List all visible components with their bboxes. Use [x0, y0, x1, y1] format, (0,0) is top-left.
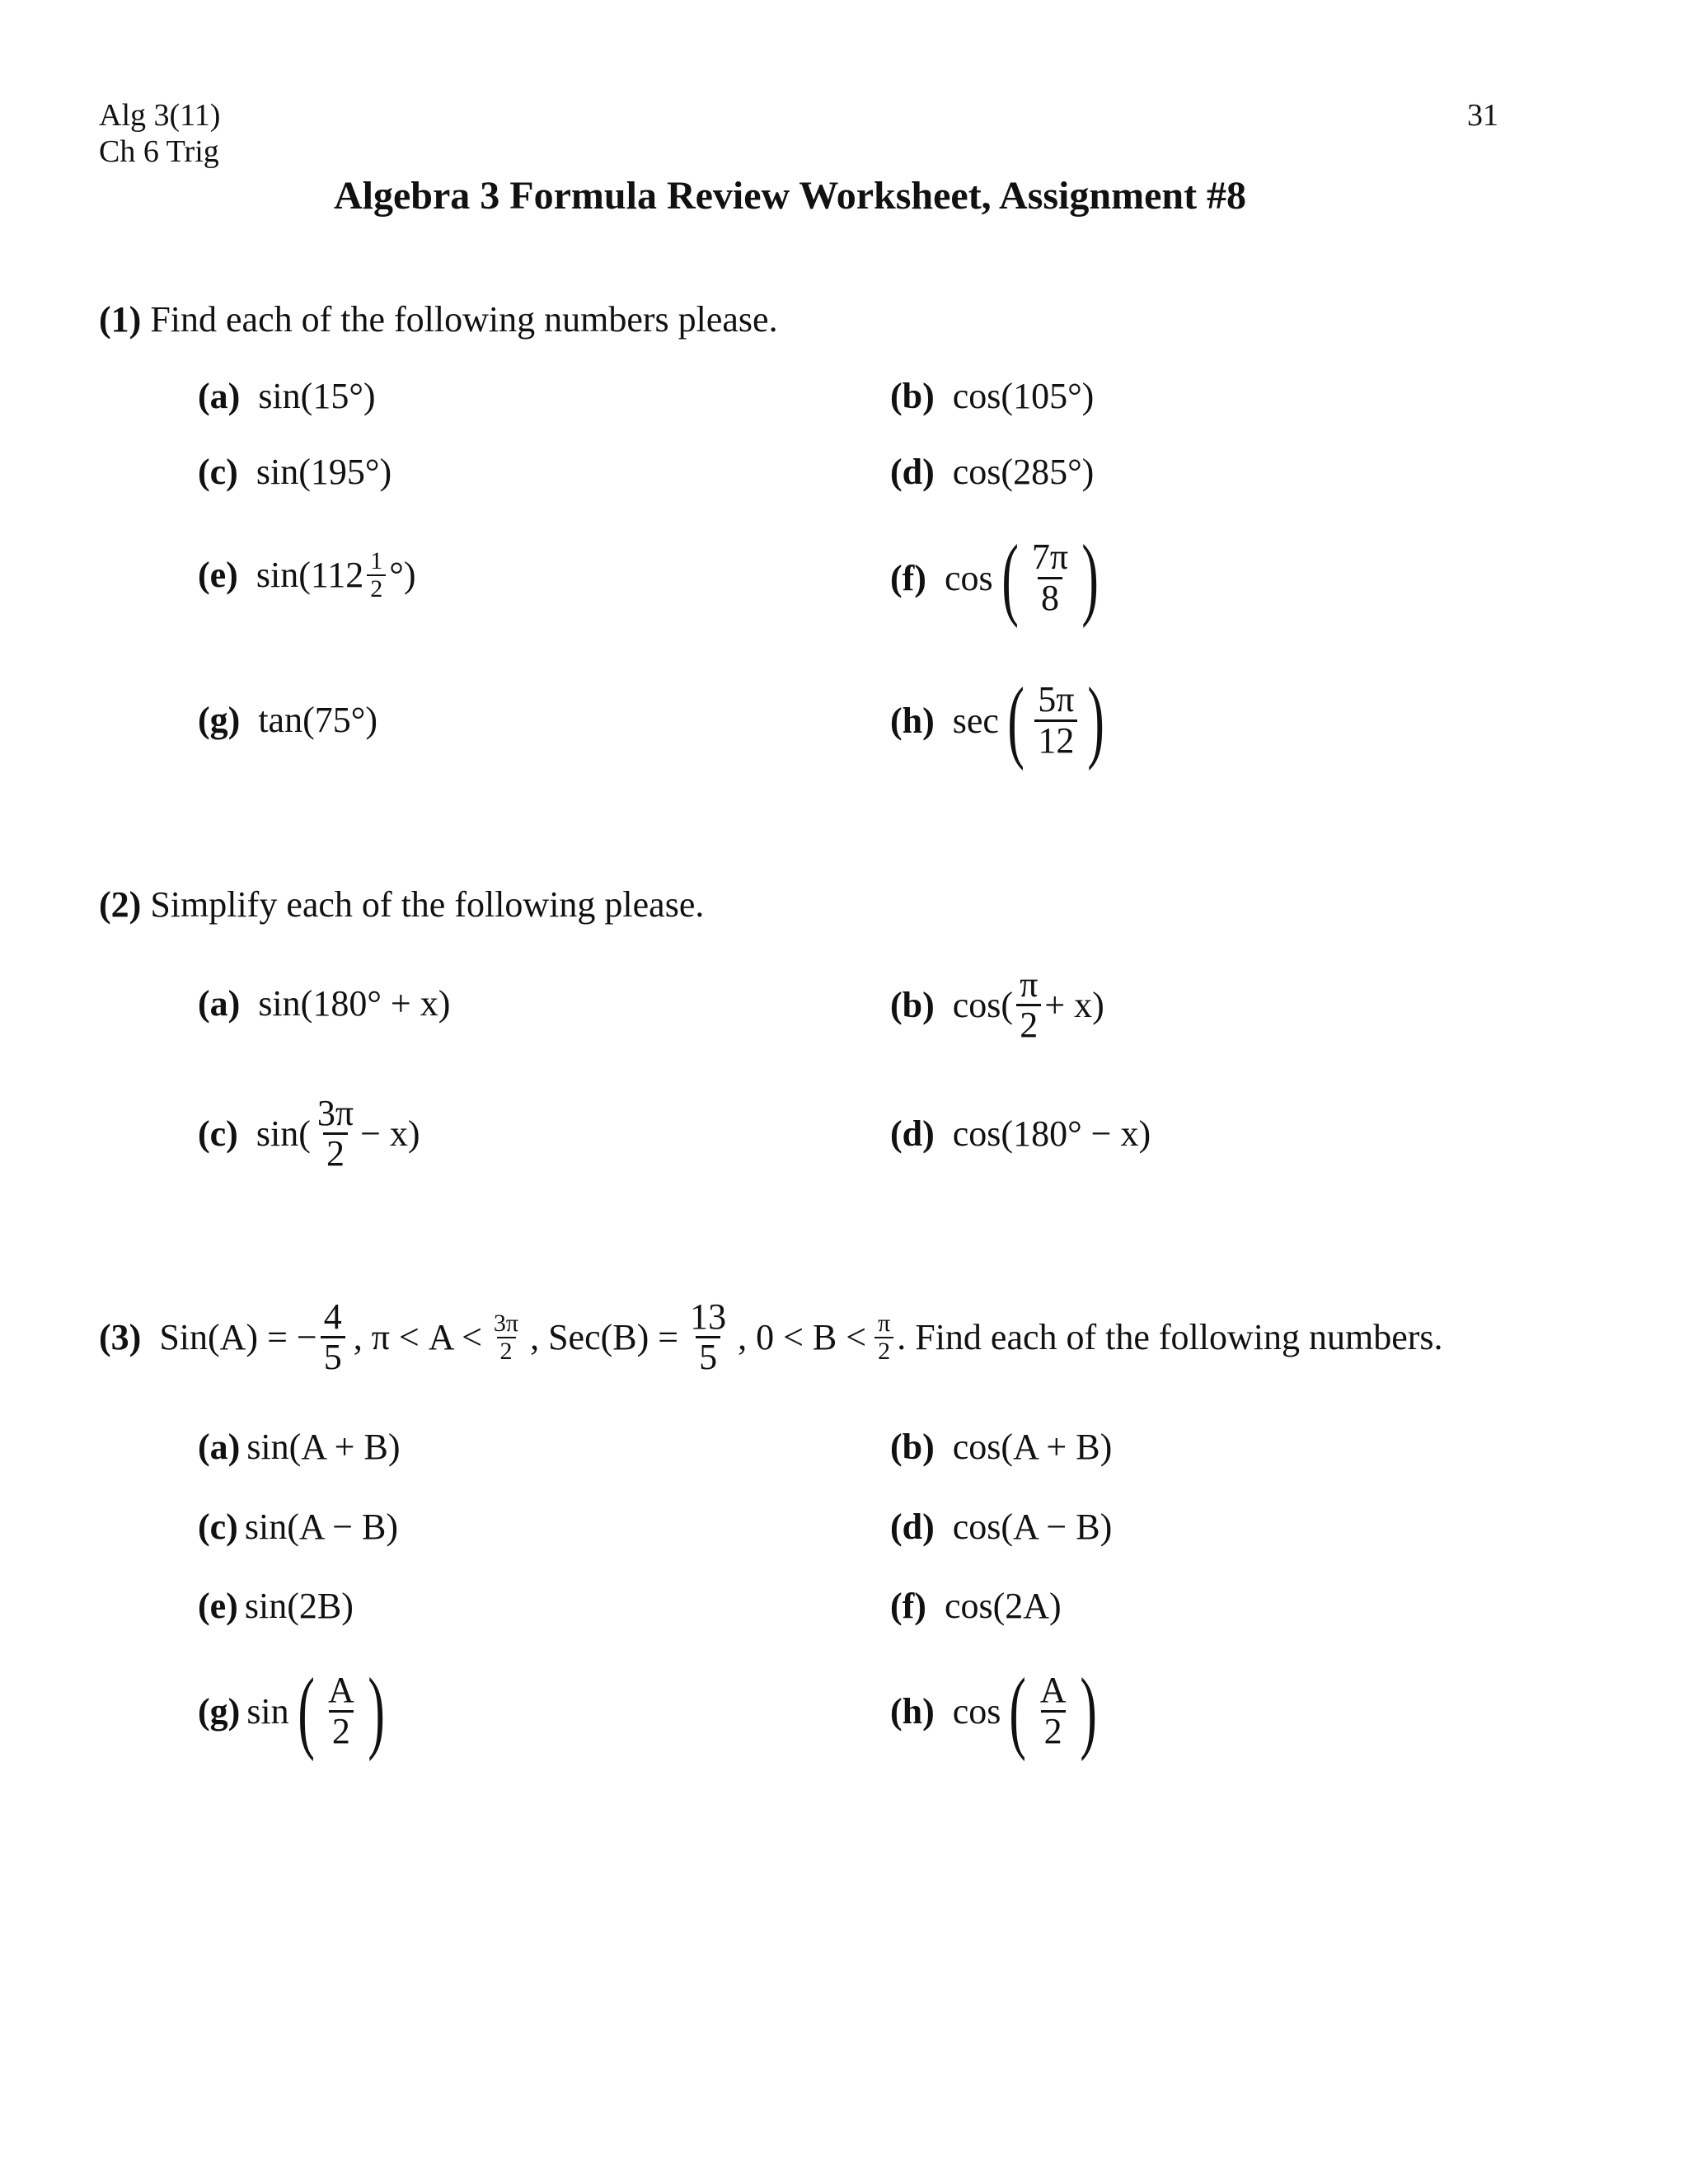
q2-item-d: [890, 1113, 1151, 1155]
item-expression: sin(15°): [258, 376, 376, 416]
q3-range-a: , π < A <: [353, 1317, 482, 1358]
denominator: 2: [323, 1132, 348, 1173]
numerator: π: [1020, 964, 1039, 1005]
fraction: [1016, 966, 1041, 1044]
denominator: 2: [329, 1710, 354, 1750]
q2-item-b: [890, 966, 1104, 1044]
numerator: 5π: [1038, 679, 1075, 720]
q1-item-c: [198, 451, 392, 493]
q2-text: Simplify each of the following please.: [150, 884, 705, 925]
fraction: [314, 1094, 357, 1173]
item-expression: sin(180° + x): [258, 983, 451, 1024]
item-label: (f): [890, 1586, 926, 1626]
item-label: (f): [890, 557, 926, 598]
q1-item-d: [890, 451, 1094, 493]
worksheet-title: Algebra 3 Formula Review Worksheet, Assignment #8: [334, 174, 1247, 218]
fraction: [1029, 538, 1071, 616]
denominator: 2: [1016, 1004, 1041, 1044]
q1-item-f: [890, 527, 1105, 629]
fraction: [325, 1671, 358, 1750]
q1-item-a: [198, 375, 376, 417]
parenthesized-fraction: ( $\frac{A}{2}$ ): [1009, 1660, 1097, 1762]
item-expression: cos(180° − x): [952, 1113, 1151, 1154]
denominator: 2: [874, 1337, 893, 1365]
item-expression: sin(2B): [244, 1586, 354, 1626]
q2-prompt: [99, 883, 704, 926]
q3-sec-b: , Sec(B) =: [530, 1317, 679, 1358]
q1-item-e: [198, 548, 415, 602]
numerator: A: [327, 1670, 354, 1711]
numerator: A: [1039, 1670, 1067, 1711]
item-label: (g): [198, 700, 241, 740]
q3-item-a: [198, 1426, 400, 1468]
denominator: 2: [497, 1337, 516, 1365]
item-expression: sin(A − B): [244, 1507, 399, 1547]
fraction: [1037, 1671, 1070, 1750]
function-name: cos: [944, 557, 993, 598]
q2-item-a: [198, 982, 450, 1024]
item-expression: cos(A + B): [952, 1427, 1113, 1467]
q3-prompt: [99, 1298, 1443, 1376]
numerator: 1: [370, 547, 383, 574]
item-label: (b): [890, 1427, 935, 1467]
parenthesized-fraction: ( $\frac{5\pi}{12}$ ): [1007, 669, 1105, 771]
numerator: 7π: [1031, 537, 1069, 578]
fraction: [1034, 681, 1077, 759]
q3-item-c: [198, 1506, 398, 1548]
q3-range-b: , 0 < B <: [738, 1317, 867, 1358]
numerator: 13: [690, 1296, 727, 1337]
item-label: (c): [198, 452, 238, 492]
function-name: sec: [952, 700, 999, 741]
q1-number: (1): [99, 299, 142, 340]
item-expression: sin(195°): [256, 452, 392, 492]
function-name: sin: [246, 1690, 289, 1732]
item-label: (a): [198, 983, 241, 1024]
fraction: [367, 548, 386, 602]
item-label: (b): [890, 985, 935, 1026]
item-expression: cos(285°): [952, 452, 1095, 492]
expr-suffix: + x): [1044, 985, 1104, 1026]
q1-item-b: [890, 375, 1094, 417]
page-number: 31: [1467, 98, 1498, 133]
expr-suffix: °): [389, 555, 416, 595]
denominator: 8: [1038, 577, 1062, 617]
fraction: [490, 1310, 522, 1364]
item-label: (a): [198, 1427, 241, 1467]
fraction: [687, 1298, 729, 1376]
q2-item-c: [198, 1094, 420, 1173]
item-label: (c): [198, 1113, 238, 1155]
item-expression: tan(75°): [258, 700, 377, 740]
item-label: (g): [198, 1690, 241, 1732]
denominator: 5: [696, 1336, 720, 1376]
numerator: 3π: [493, 1310, 519, 1338]
denominator: 2: [367, 574, 386, 602]
q3-number: (3): [99, 1317, 142, 1358]
item-expression: cos(A − B): [952, 1507, 1113, 1547]
denominator: 12: [1034, 719, 1077, 760]
expr-prefix: cos(: [952, 985, 1014, 1026]
item-label: (h): [890, 700, 935, 741]
item-label: (d): [890, 1113, 935, 1154]
q3-item-h: [890, 1660, 1104, 1762]
item-expression: sin(A + B): [246, 1427, 401, 1467]
parenthesized-fraction: ( $\frac{A}{2}$ ): [298, 1660, 385, 1762]
q1-text: Find each of the following numbers please.: [150, 299, 778, 340]
item-expression: cos(105°): [952, 376, 1095, 416]
item-label: (c): [198, 1507, 238, 1547]
expr-prefix: sin(112: [256, 555, 364, 595]
fraction: [874, 1310, 893, 1364]
item-label: (b): [890, 376, 935, 416]
item-label: (d): [890, 1507, 935, 1547]
item-label: (h): [890, 1690, 935, 1732]
q3-tail: . Find each of the following numbers.: [897, 1317, 1443, 1358]
q3-item-b: [890, 1426, 1112, 1468]
q3-item-d: [890, 1506, 1112, 1548]
q3-item-g: [198, 1660, 392, 1762]
q1-item-h: [890, 669, 1112, 771]
numerator: 3π: [316, 1093, 354, 1133]
expr-suffix: − x): [360, 1113, 420, 1155]
q3-item-e: [198, 1585, 354, 1627]
q1-item-g: [198, 699, 377, 741]
course-label: Alg 3(11): [99, 98, 221, 133]
numerator: 4: [323, 1296, 342, 1337]
item-expression: cos(2A): [944, 1586, 1062, 1626]
item-label: (e): [198, 1586, 238, 1626]
chapter-label: Ch 6 Trig: [99, 134, 219, 169]
item-label: (a): [198, 376, 241, 416]
q3-sin-a: Sin(A) = −: [159, 1317, 317, 1358]
denominator: 5: [321, 1336, 345, 1376]
function-name: cos: [952, 1690, 1001, 1732]
item-label: (e): [198, 555, 238, 595]
q2-number: (2): [99, 884, 142, 925]
denominator: 2: [1041, 1710, 1066, 1750]
q1-prompt: [99, 298, 778, 340]
expr-prefix: sin(: [256, 1113, 311, 1155]
q3-item-f: [890, 1585, 1062, 1627]
item-label: (d): [890, 452, 935, 492]
numerator: π: [878, 1310, 891, 1338]
fraction: [321, 1298, 345, 1376]
parenthesized-fraction: ( $\frac{7\pi}{8}$ ): [1001, 527, 1100, 629]
